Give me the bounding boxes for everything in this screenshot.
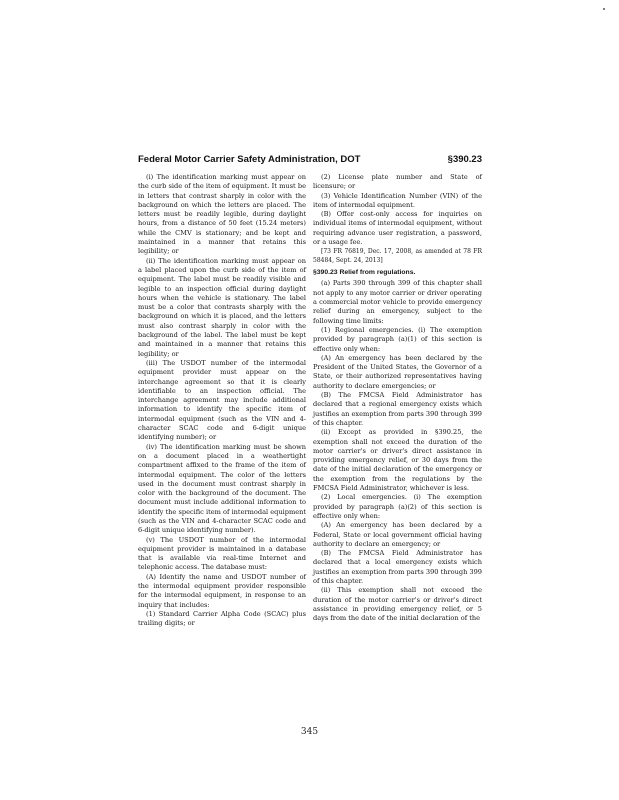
paragraph: (A) An emergency has been declared by the President of the United States, the Governor of a State, or their authorized representatives having authority to declare emergencies; or (313, 353, 482, 390)
page-number: 345 (300, 727, 319, 737)
paragraph: (2) License plate number and State of licensure; or (313, 173, 482, 191)
paragraph: (B) The FMCSA Field Administrator has declared that a regional emergency exists which justifies an exemption from parts 390 through 399 of this chapter. (313, 391, 482, 427)
paragraph: (iii) The USDOT number of the intermodal equipment provider must appear on the interchange agreement so that it is clearly identifiable to an inspection official. The interchange agreement may include additional information to identify the specific item of intermodal equipment (such as the VIN and 4-character SCAC code and 6-digit unique identifying number); or (138, 358, 306, 442)
paragraph: (ii) This exemption shall not exceed the duration of the motor carrier's or driver's direct assistance in providing emergency relief, or 5 days from the date of the initial declaration of the (313, 586, 482, 623)
paragraph: (B) Offer cost-only access for inquiries on individual items of intermodal equipment, without requiring advance user registration, a password, or a usage fee. (313, 210, 482, 247)
paragraph: (i) The identification marking must appear on the curb side of the item of equipment. It must be in letters that contrast sharply in color with the background on which the letters are placed. The letters must be readily legible, during daylight hours, from a distance of 50 feet (15.24 meters) while the CMV is stationary; and be kept and maintained in a manner that retains this legibility; or (138, 173, 306, 256)
running-header (138, 154, 482, 168)
section-heading: §390.23 Relief from regulations. (313, 269, 416, 277)
paragraph: (2) Local emergencies. (i) The exemption provided by paragraph (a)(2) of this section is effective only when: (313, 493, 482, 520)
paragraph: (3) Vehicle Identification Number (VIN) of the item of intermodal equipment. (313, 191, 482, 209)
scan-speck (603, 8, 605, 10)
paragraph: (1) Standard Carrier Alpha Code (SCAC) plus trailing digits; or (138, 609, 306, 628)
paragraph: (A) Identify the name and USDOT number of the intermodal equipment provider responsible for the intermodal equipment, in response to an inquiry that includes: (138, 572, 306, 609)
section-number: §390.23 (447, 154, 482, 165)
paragraph: (A) An emergency has been declared by a Federal, State or local government official having authority to declare an emergency; or (313, 521, 482, 548)
paragraph: (ii) The identification marking must appear on a label placed upon the curb side of the item of equipment. The label must be readily visible and legible to an inspection official during daylight hours when the vehicle is stationary. The label must be a color that contrasts sharply with the background on which it is placed, and the letters must also contrast sharply in color with the background of the label. The label must be kept and maintained in a manner that retains this legibility; or (138, 256, 306, 358)
paragraph: (a) Parts 390 through 399 of this chapter shall not apply to any motor carrier or driver operating a commercial motor vehicle to provide emergency relief during an emergency, subject to the following time limits: (313, 279, 482, 325)
history-note: [73 FR 76819, Dec. 17, 2008, as amended at 78 FR 58484, Sept. 24, 2013] (313, 248, 482, 264)
paragraph: (1) Regional emergencies. (i) The exemption provided by paragraph (a)(1) of this section is effective only when: (313, 325, 482, 353)
left-column (138, 173, 306, 629)
paragraph: (ii) Except as provided in §390.25, the exemption shall not exceed the duration of the motor carrier's or driver's direct assistance in providing emergency relief, or 30 days from the date of the initial declaration of the emergency or the exemption from the regulations by the FMCSA Field Administrator, whichever is less. (313, 428, 482, 493)
paragraph: (B) The FMCSA Field Administrator has declared that a local emergency exists which justifies an exemption from parts 390 through 399 of this chapter. (313, 549, 482, 585)
paragraph: (v) The USDOT number of the intermodal equipment provider is maintained in a database that is available via real-time Internet and telephonic access. The database must: (138, 535, 306, 572)
paragraph: (iv) The identification marking must be shown on a document placed in a weathertight compartment affixed to the frame of the item of intermodal equipment. The color of the letters used in the document must contrast sharply in color with the background of the document. The document must include additional information to identify the specific item of intermodal equipment (such as the VIN and 4-character SCAC code and 6-digit unique identifying number). (138, 442, 306, 535)
agency-title: Federal Motor Carrier Safety Administration, DOT (138, 154, 361, 165)
right-column (313, 173, 482, 623)
